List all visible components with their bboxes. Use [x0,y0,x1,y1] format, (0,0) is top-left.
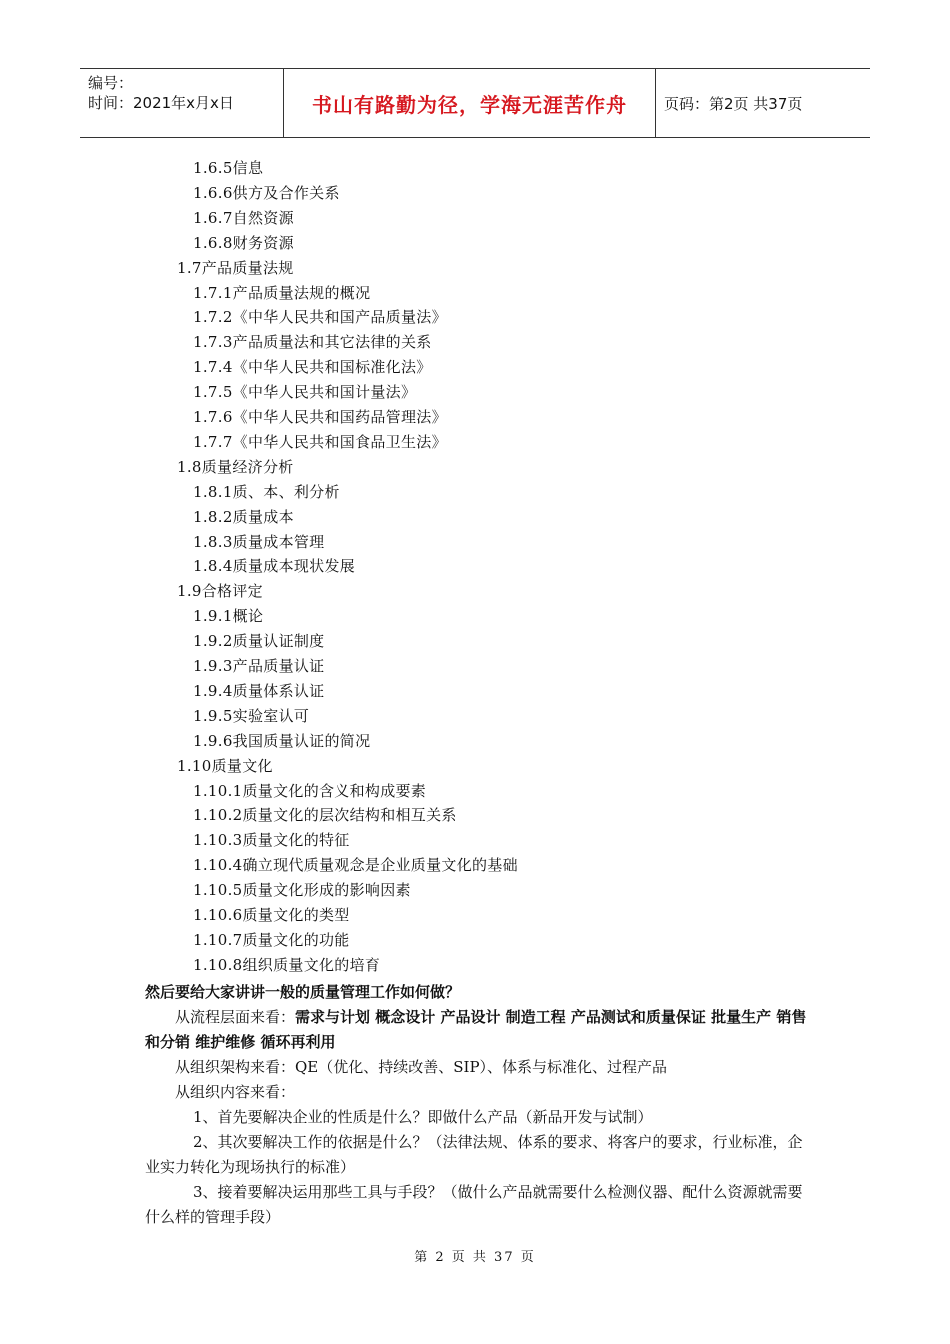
toc-item: 1.9.3产品质量认证 [193,657,325,675]
toc-item: 1.6.8财务资源 [193,233,294,252]
list-item-1: 1、首先要解决企业的性质是什么？即做什么产品（新品开发与试制） [193,1108,653,1126]
toc-item: 1.9.5实验室认可 [193,706,310,725]
toc-item: 1.10.4确立现代质量观念是企业质量文化的基础 [193,856,518,875]
toc-item: 1.7.3产品质量法和其它法律的关系 [193,333,432,352]
toc-item: 1.7.1产品质量法规的概况 [193,283,371,302]
toc-item: 1.7.2《中华人民共和国产品质量法》 [193,308,447,327]
flow-prefix: 从流程层面来看： [175,1008,296,1026]
header-left [88,73,283,113]
toc-item: 1.10.8组织质量文化的培育 [193,955,381,974]
toc-item: 1.9.2质量认证制度 [193,632,325,651]
section-question: 然后要给大家讲讲一般的质量管理工作如何做？ [145,983,461,1001]
list-item-2: 2、其次要解决工作的依据是什么？（法律法规、体系的要求、将客户的要求，行业标准，企业实力转化为现场执行的标准） [145,1133,803,1176]
toc-item: 1.8.4质量成本现状发展 [193,557,356,576]
document-number-label: 编号： [88,74,134,92]
toc-item: 1.9.1概论 [193,607,264,626]
toc-item: 1.10.7质量文化的功能 [193,930,350,949]
header-page-info: 页码：第2页 共37页 [664,94,803,113]
toc-item: 1.10.6质量文化的类型 [193,906,350,924]
toc-item: 1.9合格评定 [177,582,263,601]
toc-item: 1.8.3质量成本管理 [193,532,325,551]
flow-paragraph [145,1005,810,1055]
document-time-label: 时间：2021年x月x日 [88,94,234,112]
toc-item: 1.9.6我国质量认证的简况 [193,731,371,750]
toc-item: 1.9.4质量体系认证 [193,681,325,700]
org-content-paragraph: 从组织内容来看： [175,1083,296,1101]
page-footer: 第 2 页 共 37 页 [414,1250,536,1265]
toc-item: 1.7.6《中华人民共和国药品管理法》 [193,408,447,426]
main-body [145,980,810,1230]
toc-item: 1.7.5《中华人民共和国计量法》 [193,383,417,402]
toc-item: 1.6.6供方及合作关系 [193,183,340,202]
toc-item: 1.10.1质量文化的含义和构成要素 [193,781,427,800]
toc-item: 1.8.1质、本、利分析 [193,482,340,501]
header-slogan: 书山有路勤为径，学海无涯苦作舟 [283,69,656,137]
list-item-3: 3、接着要解决运用那些工具与手段？（做什么产品就需要什么检测仪器、配什么资源就需要什么样的管理手段） [145,1183,803,1226]
toc-item: 1.7.7《中华人民共和国食品卫生法》 [193,432,447,451]
toc-item: 1.10.2质量文化的层次结构和相互关系 [193,806,457,825]
toc-item: 1.10.5质量文化形成的影响因素 [193,881,411,900]
toc-item: 1.7产品质量法规 [177,258,294,277]
toc-item: 1.6.5信息 [193,159,264,177]
page-header [80,68,870,138]
toc-item: 1.6.7自然资源 [193,208,294,227]
toc-item: 1.7.4《中华人民共和国标准化法》 [193,358,432,377]
toc-item: 1.10质量文化 [177,756,273,775]
toc-item: 1.8.2质量成本 [193,507,294,526]
toc-item: 1.10.3质量文化的特征 [193,831,350,850]
toc-item: 1.8质量经济分析 [177,457,294,476]
org-structure-paragraph: 从组织架构来看：QE（优化、持续改善、SIP）、体系与标准化、过程产品 [175,1058,668,1076]
flow-steps: 需求与计划 概念设计 产品设计 制造工程 产品测试和质量保证 批量生产 销售和分销 维护维修 循环再利用 [145,1008,807,1051]
